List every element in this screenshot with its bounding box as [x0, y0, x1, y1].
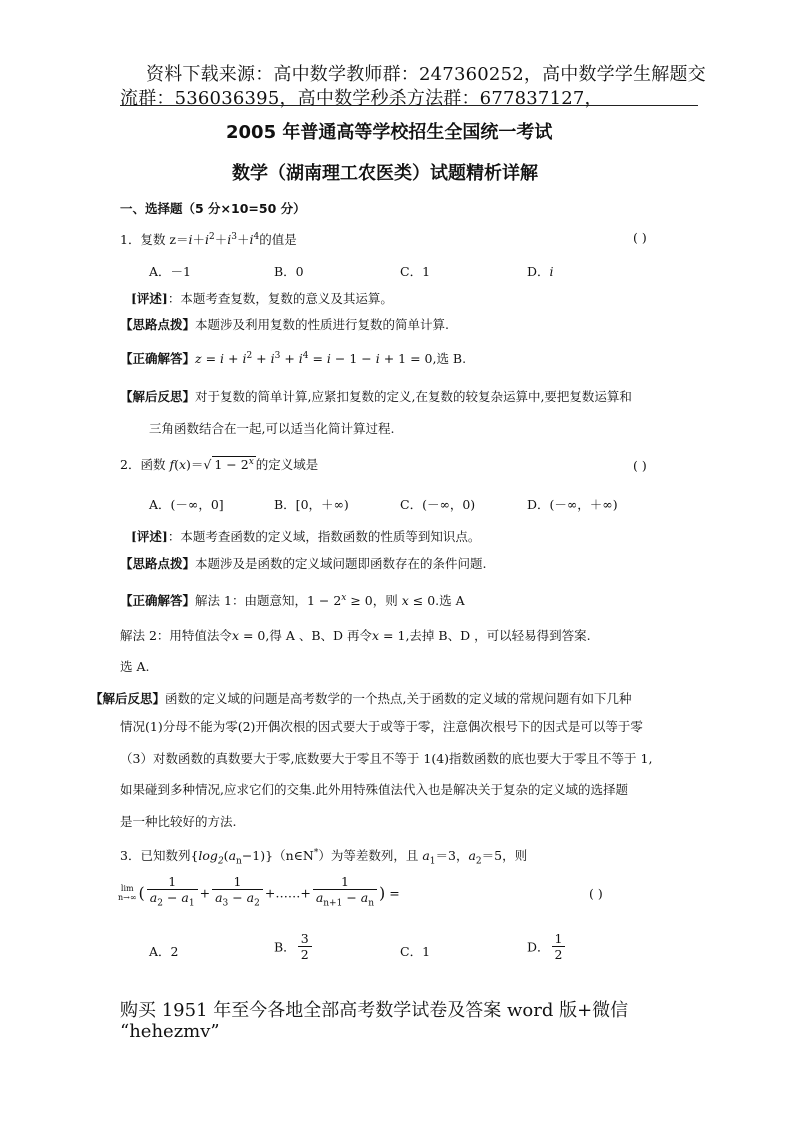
- footer-line-1: 购买 1951 年至今各地全部高考数学试卷及答案 word 版+微信: [120, 1000, 629, 1021]
- q2-answer-choice: 选 A.: [120, 659, 150, 674]
- q1-answer-blank: ( ): [633, 230, 647, 245]
- q3-stem: 3．已知数列$\{\log_2(a_n-1)\}(n\in N^*)$为等差数列，且 $a_1=3$，$a_2=5$，则: [120, 847, 528, 867]
- q3-option-d: D． $\frac{1}{2}$: [527, 931, 567, 962]
- q2-answer-blank: ( ): [633, 458, 647, 473]
- q1-option-d: D．i: [527, 264, 554, 279]
- q1-stem-suffix: 的值是: [259, 232, 297, 247]
- q1-stem: 1．复数 $z=i+i^2+i^3+i^4$的值是: [120, 231, 297, 247]
- q2-answer-method-1: 【正确解答】解法 1：由题意知，$1 - 2^x \ge 0$，则 x ≤ 0.选 A: [120, 592, 465, 608]
- q2-hint: 【思路点拨】本题涉及是函数的定义域问题即函数存在的条件问题.: [120, 556, 487, 571]
- q3-limit-expression: lim n→∞ ( $\frac{1}{a_2 - a_1}$ + $\frac{1}{a_3 - a_2}$ +……+ $\frac{1}{a_{n+1} - a_n}$ ) =: [118, 874, 400, 909]
- q2-answer-method-2: 解法 2：用特值法令x = 0,得 A 、B、D 再令x = 1,去掉 B、D ，可以轻易得到答案.: [120, 628, 591, 643]
- q2-reflection-4: 如果碰到多种情况,应求它们的交集.此外用特殊值法代入也是解决关于复杂的定义域的选择题: [120, 782, 628, 797]
- q1-hint: 【思路点拨】本题涉及利用复数的性质进行复数的简单计算.: [120, 317, 449, 332]
- q1-reflection-1: 【解后反思】对于复数的简单计算,应紧扣复数的定义,在复数的较复杂运算中,要把复数运算和: [120, 389, 632, 404]
- q2-reflection-2: 情况(1)分母不能为零(2)开偶次根的因式要大于或等于零，注意偶次根号下的因式是可以等于零: [120, 719, 643, 734]
- q2-review: [评述]：本题考查函数的定义域，指数函数的性质等到知识点。: [131, 529, 481, 544]
- q3-option-a: A．2: [149, 944, 179, 959]
- header-line-2: 流群：536036395，高中数学秒杀方法群：677837127，: [120, 88, 603, 109]
- q2-option-c: C．(－∞，0): [400, 497, 476, 512]
- q1-stem-prefix: 复数 z＝: [140, 232, 189, 247]
- q2-formula: f: [169, 457, 175, 472]
- q1-number: 1．: [120, 232, 141, 247]
- exam-title: 2005 年普通高等学校招生全国统一考试: [226, 122, 553, 143]
- q3-option-b: B． $\frac{3}{2}$: [274, 931, 314, 962]
- header-divider: [120, 105, 698, 106]
- q2-reflection-1: 【解后反思】函数的定义域的问题是高考数学的一个热点,关于函数的定义域的常规问题有如下几种: [90, 691, 632, 706]
- section-heading: 一、选择题（5 分×10=50 分）: [120, 201, 306, 216]
- q2-reflection-3: （3）对数函数的真数要大于零,底数要大于零且不等于 1(4)指数函数的底也要大于零且不等于 1,: [120, 751, 653, 766]
- q2-option-d: D．(－∞，＋∞): [527, 497, 618, 512]
- footer-line-2: “hehezmv”: [120, 1021, 220, 1042]
- q1-formula: i: [188, 232, 193, 247]
- q1-option-a: A．－1: [149, 264, 191, 279]
- q3-answer-blank: ( ): [589, 886, 603, 901]
- q1-option-c: C．1: [400, 264, 431, 279]
- exam-subtitle: 数学（湖南理工农医类）试题精析详解: [232, 163, 538, 184]
- q2-option-b: B．[0，＋∞): [274, 497, 349, 512]
- q2-stem: 2．函数 f(x)＝√ $1 - 2^x$ 的定义域是: [120, 456, 319, 472]
- q1-answer: 【正确解答】$z = i + i^2 + i^3 + i^4 = i - 1 - i + 1 = 0$,选 B.: [120, 350, 467, 366]
- q1-review: [评述]：本题考查复数，复数的意义及其运算。: [131, 291, 393, 306]
- q2-reflection-5: 是一种比较好的方法.: [120, 814, 237, 829]
- q1-reflection-2: 三角函数结合在一起,可以适当化简计算过程.: [149, 421, 395, 436]
- q1-option-b: B．0: [274, 264, 304, 279]
- q3-option-c: C．1: [400, 944, 431, 959]
- header-line-1: 资料下载来源：高中数学教师群：247360252，高中数学学生解题交: [146, 64, 706, 85]
- q2-option-a: A．(－∞，0]: [149, 497, 224, 512]
